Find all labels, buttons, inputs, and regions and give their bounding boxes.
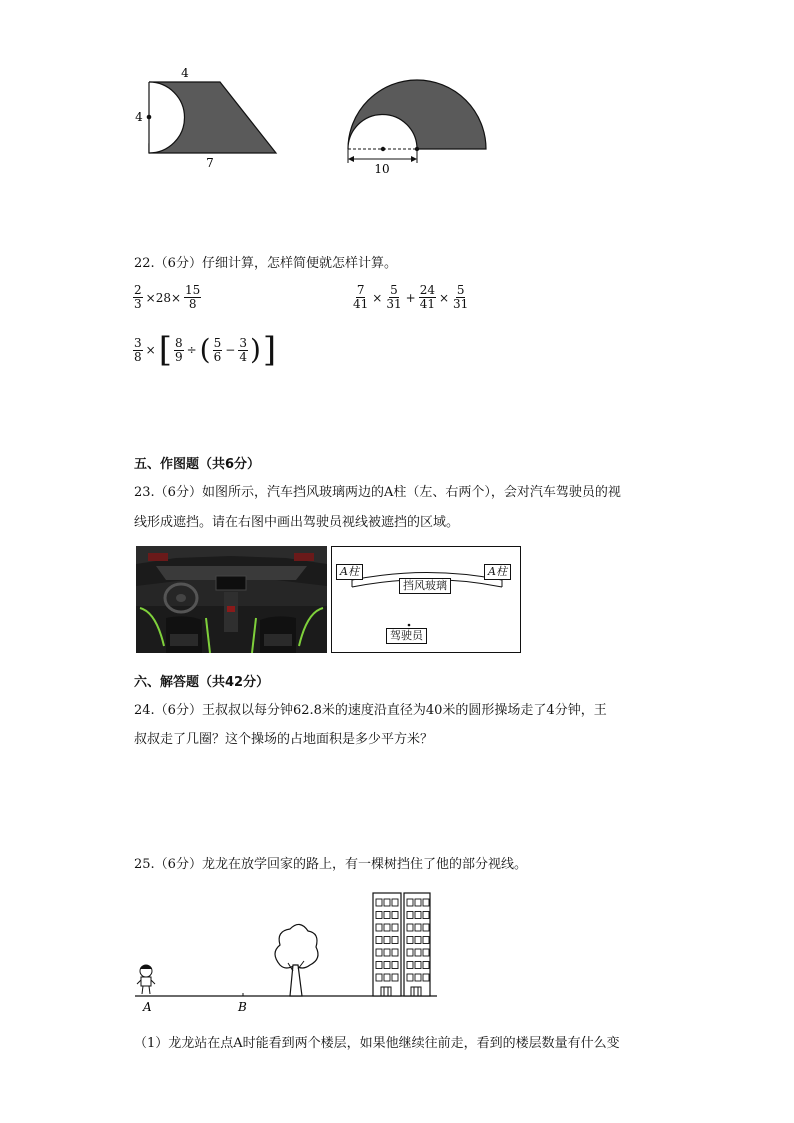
building-window xyxy=(392,912,398,919)
left-pillar-label: A柱 xyxy=(336,564,363,580)
building-window xyxy=(376,924,382,931)
building-window xyxy=(423,937,429,944)
fraction xyxy=(452,284,469,311)
building-window xyxy=(384,912,390,919)
q24-line1: 24.（6分）王叔叔以每分钟62.8米的速度沿直径为40米的圆形操场走了4分钟，王 xyxy=(134,703,607,718)
building-window xyxy=(376,974,382,981)
numerator: 3 xyxy=(239,335,247,350)
building-window xyxy=(392,962,398,969)
q22-expression-1 xyxy=(133,284,201,311)
numerator: 24 xyxy=(419,283,435,297)
fraction xyxy=(238,337,248,364)
operator: × xyxy=(145,343,156,357)
denominator: 8 xyxy=(188,297,197,311)
figure1-left-label: 4 xyxy=(135,110,143,124)
building-window xyxy=(423,912,429,919)
denominator: 8 xyxy=(134,349,142,364)
building-window xyxy=(392,974,398,981)
numerator: 15 xyxy=(185,283,201,297)
denominator: 41 xyxy=(419,297,435,311)
q25-sub1: （1）龙龙站在点A时能看到两个楼层，如果他继续往前走，看到的楼层数量有什么变 xyxy=(134,1036,620,1051)
operator: ÷ xyxy=(186,343,197,357)
point-a-label: A xyxy=(143,1000,152,1014)
denominator: 4 xyxy=(239,349,247,364)
building-window xyxy=(415,937,421,944)
building-window xyxy=(423,899,429,906)
building-window xyxy=(423,974,429,981)
numerator: 3 xyxy=(134,335,142,350)
building-window xyxy=(376,899,382,906)
driver-label: 驾驶员 xyxy=(386,628,427,644)
tree xyxy=(275,924,318,996)
building-window xyxy=(423,962,429,969)
numerator: 5 xyxy=(213,335,222,350)
building-window xyxy=(384,962,390,969)
fraction xyxy=(213,337,223,364)
figure1-bottom-label: 7 xyxy=(206,156,214,170)
building-window xyxy=(384,899,390,906)
denominator: 41 xyxy=(353,297,369,311)
figure-semicircle xyxy=(340,75,495,180)
building-window xyxy=(384,949,390,956)
operator: − xyxy=(225,343,236,357)
fraction xyxy=(385,284,402,311)
building-window xyxy=(407,949,413,956)
pillar-diagram xyxy=(331,546,521,653)
building-window xyxy=(415,962,421,969)
fraction xyxy=(352,284,369,311)
q25-scene xyxy=(130,885,445,1015)
building-window xyxy=(376,937,382,944)
q23-line1: 23.（6分）如图所示，汽车挡风玻璃两边的A柱（左、右两个），会对汽车驾驶员的视 xyxy=(134,485,621,500)
left-bracket: [ xyxy=(158,330,172,370)
building-window xyxy=(376,912,382,919)
building-window xyxy=(392,924,398,931)
q22-expression-3 xyxy=(133,330,277,370)
operator: ×28× xyxy=(145,290,182,305)
fraction xyxy=(174,337,184,364)
building-window xyxy=(384,974,390,981)
building-window xyxy=(392,949,398,956)
right-paren: ) xyxy=(249,333,261,366)
fraction xyxy=(184,284,201,311)
numerator: 8 xyxy=(174,335,183,350)
q22-header: 22.（6分）仔细计算，怎样简便就怎样计算。 xyxy=(134,256,397,271)
point-b-label: B xyxy=(238,1000,247,1014)
q25-line1: 25.（6分）龙龙在放学回家的路上，有一棵树挡住了他的部分视线。 xyxy=(134,857,527,872)
q22-expression-2 xyxy=(352,284,469,311)
building-window xyxy=(407,937,413,944)
operator: + xyxy=(405,290,416,305)
building-window xyxy=(407,924,413,931)
denominator: 6 xyxy=(213,349,222,364)
building-window xyxy=(376,949,382,956)
building-windows xyxy=(376,899,429,981)
denominator: 3 xyxy=(134,297,142,311)
car-interior-photo xyxy=(136,546,327,653)
building-window xyxy=(415,899,421,906)
building-window xyxy=(415,974,421,981)
building-window xyxy=(407,974,413,981)
boy-figure xyxy=(137,965,155,994)
denominator: 9 xyxy=(174,349,183,364)
section6-title: 六、解答题（共42分） xyxy=(134,675,270,690)
figure-trapezoid xyxy=(130,60,290,175)
figure1-top-label: 4 xyxy=(181,66,189,80)
building-window xyxy=(423,949,429,956)
building-window xyxy=(415,924,421,931)
building-window xyxy=(392,899,398,906)
building-window xyxy=(384,937,390,944)
building-window xyxy=(423,924,429,931)
denominator: 31 xyxy=(386,297,402,311)
operator: × xyxy=(438,290,450,305)
left-paren: ( xyxy=(199,333,211,366)
operator: × xyxy=(372,290,383,305)
windshield-label: 挡风玻璃 xyxy=(399,578,451,594)
q23-line2: 线形成遮挡。请在右图中画出驾驶员视线被遮挡的区域。 xyxy=(134,515,460,530)
numerator: 7 xyxy=(356,283,365,297)
numerator: 5 xyxy=(390,283,398,297)
building-window xyxy=(392,937,398,944)
section5-title: 五、作图题（共6分） xyxy=(134,457,261,472)
q24-line2: 叔叔走了几圈？这个操场的占地面积是多少平方米？ xyxy=(134,732,434,747)
fraction xyxy=(133,284,143,311)
fraction xyxy=(419,284,436,311)
numerator: 5 xyxy=(456,283,465,297)
building-window xyxy=(415,949,421,956)
right-pillar-label: A柱 xyxy=(484,564,511,580)
fraction xyxy=(133,337,143,364)
building-window xyxy=(415,912,421,919)
right-bracket: ] xyxy=(262,330,277,370)
figure2-bottom-label: 10 xyxy=(374,162,390,176)
building-window xyxy=(407,899,413,906)
building-window xyxy=(407,962,413,969)
denominator: 31 xyxy=(453,297,469,311)
building-window xyxy=(376,962,382,969)
building-window xyxy=(384,924,390,931)
numerator: 2 xyxy=(134,283,142,297)
building-window xyxy=(407,912,413,919)
